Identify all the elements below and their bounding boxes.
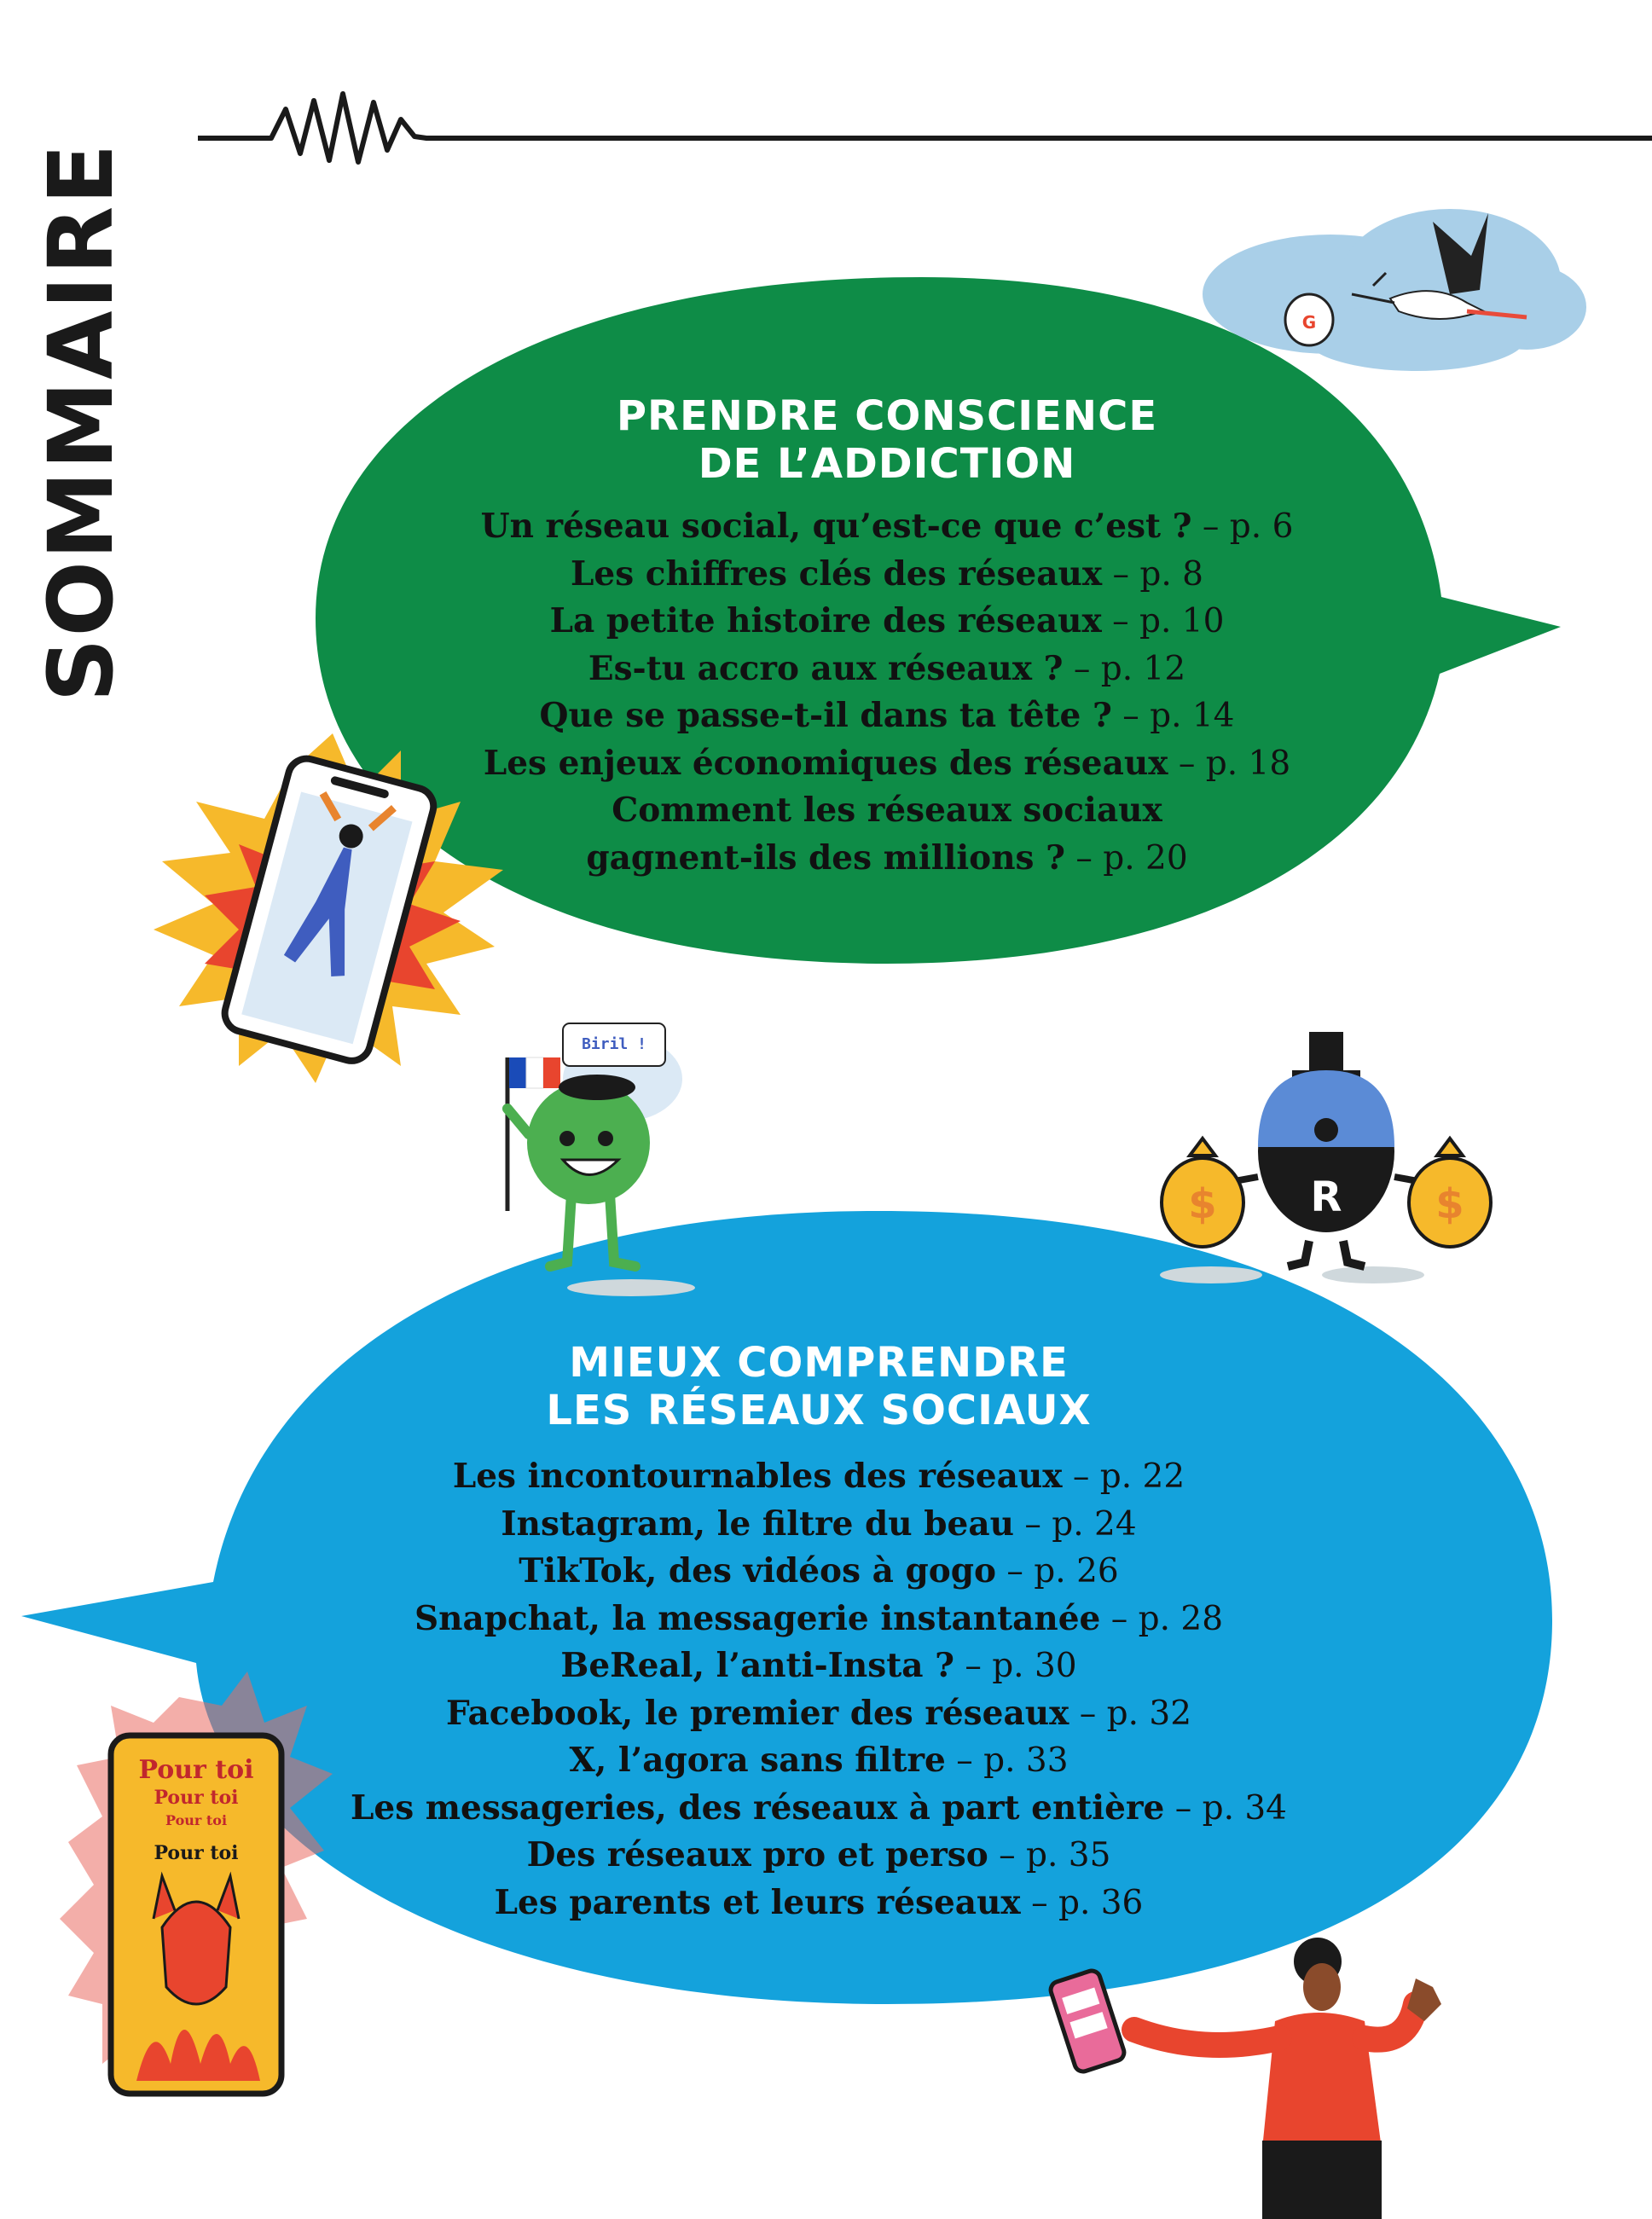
section1-title-line2: DE L’ADDICTION — [698, 440, 1076, 488]
toc-entry[interactable]: Facebook, le premier des réseaux – p. 32 — [445, 1693, 1192, 1733]
toc-entry[interactable]: BeReal, l’anti-Insta ? – p. 30 — [560, 1646, 1077, 1685]
toc-entry[interactable]: TikTok, des vidéos à gogo – p. 26 — [519, 1551, 1119, 1590]
toc-entry[interactable]: gagnent-ils des millions ? – p. 20 — [586, 837, 1188, 878]
toc-entry[interactable]: Les incontournables des réseaux – p. 22 — [452, 1457, 1185, 1496]
robot-money-character — [1160, 1032, 1491, 1283]
heartbeat-line — [198, 94, 1652, 162]
section1-title-line1: PRENDRE CONSCIENCE — [616, 392, 1158, 440]
toc-entry[interactable]: Snapchat, la messagerie instantanée – p. 28 — [414, 1598, 1224, 1638]
phone-text-3: Pour toi — [165, 1812, 228, 1828]
money-symbol-right: $ — [1435, 1180, 1464, 1228]
section1-title — [478, 392, 1296, 488]
money-symbol-left: $ — [1188, 1180, 1217, 1228]
toc-entry[interactable]: X, l’agora sans filtre – p. 33 — [569, 1741, 1069, 1780]
toc-entry[interactable]: La petite histoire des réseaux – p. 10 — [549, 601, 1225, 640]
toc-entry[interactable]: Es-tu accro aux réseaux ? – p. 12 — [588, 648, 1186, 688]
toc-entry[interactable]: Les chiffres clés des réseaux – p. 8 — [571, 553, 1203, 594]
toc-entry[interactable]: Comment les réseaux sociaux — [612, 791, 1162, 830]
toc-entry[interactable]: Des réseaux pro et perso – p. 35 — [526, 1835, 1111, 1874]
phone-text-4: Pour toi — [154, 1842, 239, 1864]
toc-entry[interactable]: Les messageries, des réseaux à part entière – p. 34 — [351, 1787, 1287, 1828]
page-title: SOMMAIRE — [29, 142, 133, 703]
toc-entry[interactable]: Que se passe-t-il dans ta tête ? – p. 14 — [539, 696, 1235, 735]
section2-title — [409, 1339, 1228, 1434]
speech-bubble-label: Biril ! — [582, 1035, 646, 1053]
phone-text-1: Pour toi — [138, 1755, 254, 1785]
stork-bag-letter: G — [1301, 312, 1317, 333]
section2-title-line1: MIEUX COMPRENDRE — [569, 1339, 1069, 1387]
toc-entry[interactable]: Un réseau social, qu’est-ce que c’est ? – p. 6 — [480, 507, 1294, 546]
robot-letter: R — [1310, 1173, 1342, 1221]
section2-title-line2: LES RÉSEAUX SOCIAUX — [546, 1387, 1092, 1434]
section2-toc — [256, 1453, 1382, 1926]
toc-entry[interactable]: Les parents et leurs réseaux – p. 36 — [494, 1882, 1144, 1922]
toc-entry[interactable]: Les enjeux économiques des réseaux – p. 18 — [483, 743, 1291, 783]
section1-toc — [341, 503, 1433, 882]
toc-entry[interactable]: Instagram, le filtre du beau – p. 24 — [501, 1503, 1137, 1544]
phone-text-2: Pour toi — [154, 1787, 239, 1809]
